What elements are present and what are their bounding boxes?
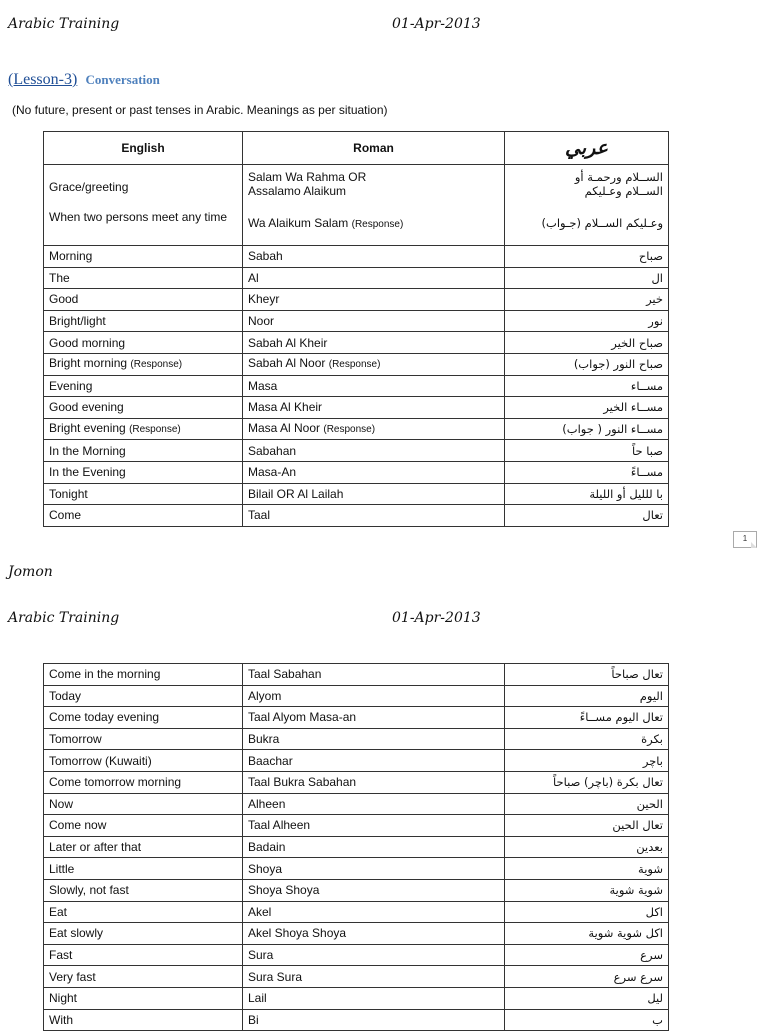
english-cell-text: Come tomorrow morning (49, 775, 182, 790)
roman-cell-text: Lail (248, 991, 267, 1006)
roman-cell-text: Baachar (248, 753, 293, 768)
roman-cell (243, 483, 505, 505)
english-cell-text: Come in the morning (49, 667, 161, 682)
arabic-cell-text: شوية (638, 861, 663, 876)
arabic-cell (505, 440, 669, 462)
arabic-cell-text: تعال اليوم مســاءً (579, 710, 663, 725)
roman-cell (243, 246, 505, 268)
english-cell (44, 707, 243, 729)
roman-cell-text: Masa Al Noor (248, 421, 321, 436)
english-cell-text: Bright/light (49, 314, 106, 329)
table-row (44, 375, 669, 397)
arabic-cell (505, 461, 669, 483)
arabic-cell-text: مســاء الخير (603, 400, 663, 415)
arabic-cell-text: ب (652, 1012, 663, 1027)
arabic-cell-text: با للليل أو الليلة (589, 486, 663, 501)
arabic-cell (505, 664, 669, 686)
header-roman: Roman (243, 132, 505, 165)
roman-cell-text: Taal Bukra Sabahan (248, 775, 357, 790)
roman-cell-text: Alyom (248, 688, 282, 703)
table-row (44, 440, 669, 462)
english-cell (44, 246, 243, 268)
arabic-cell-text: سرع (640, 948, 663, 963)
roman-cell-text: Taal Alheen (248, 818, 311, 833)
greeting-english-2: When two persons meet any time (49, 210, 228, 224)
roman-cell-text: Sura Sura (248, 969, 303, 984)
english-cell (44, 461, 243, 483)
arabic-cell (505, 685, 669, 707)
english-cell-text: The (49, 270, 70, 285)
table-header-row (44, 132, 669, 165)
roman-cell (243, 901, 505, 923)
vocab-table-2 (43, 663, 669, 1031)
roman-cell-text: Alheen (248, 796, 286, 811)
roman-cell (243, 685, 505, 707)
table-row (44, 418, 669, 440)
english-cell (44, 901, 243, 923)
greeting-roman-3 (248, 216, 499, 232)
roman-cell-text: Noor (248, 314, 275, 329)
roman-cell (243, 1009, 505, 1031)
english-cell-text: In the Morning (49, 443, 126, 458)
roman-cell-text: Badain (248, 840, 286, 855)
arabic-cell (505, 815, 669, 837)
english-cell-text: Bright morning (49, 356, 128, 371)
lesson-subtitle: Conversation (85, 72, 160, 87)
table-row (44, 289, 669, 311)
greeting-roman-3-note: (Response) (351, 219, 404, 230)
arabic-cell-text: اليوم (639, 688, 663, 703)
english-cell (44, 267, 243, 289)
arabic-cell-text: اكل شوية شوية (588, 926, 663, 941)
table-row (44, 332, 669, 354)
arabic-cell (505, 793, 669, 815)
arabic-cell-text: مســاء (630, 378, 663, 393)
english-cell-text: Come (49, 508, 82, 523)
arabic-cell (505, 353, 669, 375)
greeting-arabic-cell (505, 165, 669, 246)
roman-cell-text: Al (248, 270, 259, 285)
english-cell (44, 728, 243, 750)
table-row (44, 966, 669, 988)
arabic-cell (505, 1009, 669, 1031)
english-cell-text: Come today evening (49, 710, 160, 725)
roman-cell-note: (Response) (328, 359, 381, 371)
arabic-cell-text: مســاء النور ( جواب) (562, 422, 663, 437)
arabic-cell-text: تعال صباحاً (611, 667, 663, 682)
roman-cell (243, 310, 505, 332)
arabic-cell (505, 418, 669, 440)
english-cell-text: Bright evening (49, 421, 126, 436)
english-cell (44, 858, 243, 880)
arabic-cell-text: صباح النور (جواب) (573, 357, 663, 372)
roman-cell-text: Masa (248, 378, 278, 393)
arabic-cell-text: خير (646, 292, 663, 307)
arabic-cell (505, 966, 669, 988)
english-cell (44, 793, 243, 815)
english-cell (44, 771, 243, 793)
arabic-cell (505, 310, 669, 332)
english-cell-text: With (49, 1012, 73, 1027)
table-row (44, 728, 669, 750)
lesson-heading (8, 71, 160, 89)
english-cell-text: Very fast (49, 969, 96, 984)
roman-cell (243, 707, 505, 729)
roman-cell (243, 461, 505, 483)
arabic-cell-text: تعال بكرة (باچر) صباحاً (553, 775, 663, 790)
roman-cell (243, 267, 505, 289)
roman-cell-text: Bilail OR Al Lailah (248, 486, 344, 501)
roman-cell-text: Bukra (248, 732, 280, 747)
arabic-cell-text: بكرة (641, 732, 663, 747)
english-cell-text: Slowly, not fast (49, 883, 129, 898)
roman-cell-text: Sabah Al Noor (248, 356, 326, 371)
roman-cell (243, 815, 505, 837)
roman-cell (243, 944, 505, 966)
english-cell-text: Good morning (49, 335, 126, 350)
arabic-cell-text: نور (648, 314, 663, 329)
arabic-cell-text: اكل (645, 904, 663, 919)
arabic-cell-text: صباح الخير (611, 335, 663, 350)
roman-cell-note: (Response) (323, 424, 376, 436)
table-row (44, 836, 669, 858)
roman-cell-text: Masa-An (248, 465, 297, 480)
greeting-roman-3-text: Wa Alaikum Salam (248, 216, 349, 230)
english-cell (44, 353, 243, 375)
english-cell (44, 332, 243, 354)
roman-cell (243, 966, 505, 988)
english-cell (44, 483, 243, 505)
arabic-cell (505, 246, 669, 268)
table-row (44, 793, 669, 815)
arabic-cell-text: صبا حاً (631, 443, 663, 458)
english-cell (44, 505, 243, 527)
english-cell-text: Tonight (49, 486, 88, 501)
english-cell (44, 418, 243, 440)
english-cell-text: Tomorrow (Kuwaiti) (49, 753, 152, 768)
table-row (44, 685, 669, 707)
page-header-date: 01-Apr-2013 (392, 16, 481, 32)
arabic-cell (505, 397, 669, 419)
arabic-cell-text: ليل (647, 991, 663, 1006)
roman-cell-text: Sabahan (248, 443, 297, 458)
roman-cell-text: Kheyr (248, 292, 280, 307)
arabic-cell (505, 707, 669, 729)
arabic-cell-text: تعال (642, 508, 663, 523)
english-cell (44, 289, 243, 311)
page-header-date-2: 01-Apr-2013 (392, 610, 481, 626)
roman-cell (243, 923, 505, 945)
roman-cell-text: Sabah Al Kheir (248, 335, 328, 350)
english-cell (44, 664, 243, 686)
english-cell-note: (Response) (129, 424, 181, 436)
english-cell (44, 685, 243, 707)
roman-cell-text: Sabah (248, 249, 283, 264)
arabic-cell (505, 944, 669, 966)
arabic-cell-text: صباح (638, 249, 663, 264)
arabic-cell (505, 728, 669, 750)
table-row (44, 483, 669, 505)
arabic-cell (505, 836, 669, 858)
arabic-cell (505, 879, 669, 901)
english-cell-note: (Response) (130, 359, 183, 371)
table-row (44, 815, 669, 837)
table-row (44, 879, 669, 901)
roman-cell (243, 858, 505, 880)
english-cell (44, 750, 243, 772)
roman-cell (243, 836, 505, 858)
english-cell (44, 836, 243, 858)
roman-cell (243, 728, 505, 750)
roman-cell-text: Akel Shoya Shoya (248, 926, 347, 941)
greeting-roman-1: Salam Wa Rahma OR (248, 170, 367, 184)
roman-cell-text: Akel (248, 904, 272, 919)
table-row (44, 707, 669, 729)
arabic-cell (505, 332, 669, 354)
arabic-cell-text: الحين (636, 796, 663, 811)
table-row (44, 944, 669, 966)
arabic-cell-text: باچر (642, 753, 663, 768)
table-row (44, 771, 669, 793)
english-cell (44, 944, 243, 966)
english-cell (44, 966, 243, 988)
arabic-cell (505, 750, 669, 772)
table-row (44, 461, 669, 483)
arabic-cell-text: تعال الحين (612, 818, 663, 833)
table-row (44, 505, 669, 527)
roman-cell (243, 353, 505, 375)
english-cell-text: Now (49, 796, 74, 811)
roman-cell-text: Bi (248, 1012, 259, 1027)
roman-cell (243, 440, 505, 462)
greeting-english-cell (44, 165, 243, 246)
arabic-cell-text: مســاءً (630, 465, 663, 480)
english-cell-text: Good evening (49, 400, 124, 415)
page-header-title-2: Arabic Training (8, 610, 120, 626)
arabic-cell (505, 858, 669, 880)
arabic-cell (505, 483, 669, 505)
table-row (44, 750, 669, 772)
page-number-marker: 1 (733, 531, 757, 548)
roman-cell-text: Shoya Shoya (248, 883, 320, 898)
english-cell-text: Evening (49, 378, 93, 393)
table-row (44, 664, 669, 686)
roman-cell (243, 332, 505, 354)
english-cell (44, 440, 243, 462)
table-row (44, 267, 669, 289)
english-cell-text: Eat (49, 904, 68, 919)
footer-author: Jomon (8, 564, 53, 580)
english-cell (44, 987, 243, 1009)
arabic-cell (505, 987, 669, 1009)
table-row (44, 310, 669, 332)
english-cell (44, 879, 243, 901)
arabic-cell (505, 267, 669, 289)
table-row-greeting (44, 165, 669, 246)
english-cell-text: Little (49, 861, 75, 876)
table-row (44, 987, 669, 1009)
roman-cell (243, 397, 505, 419)
english-cell-text: In the Evening (49, 465, 126, 480)
greeting-roman-cell (243, 165, 505, 246)
arabic-cell-text: بعدين (636, 840, 663, 855)
english-cell (44, 397, 243, 419)
arabic-cell (505, 289, 669, 311)
english-cell (44, 375, 243, 397)
roman-cell-text: Masa Al Kheir (248, 400, 323, 415)
roman-cell (243, 505, 505, 527)
roman-cell-text: Taal (248, 508, 271, 523)
roman-cell (243, 771, 505, 793)
roman-cell (243, 750, 505, 772)
greeting-english-1: Grace/greeting (49, 180, 129, 194)
page-header-title: Arabic Training (8, 16, 120, 32)
english-cell-text: Morning (49, 249, 93, 264)
english-cell-text: Night (49, 991, 78, 1006)
english-cell-text: Eat slowly (49, 926, 104, 941)
vocab-table-1 (43, 131, 669, 527)
table-row (44, 353, 669, 375)
arabic-cell (505, 505, 669, 527)
header-english: English (44, 132, 243, 165)
english-cell (44, 923, 243, 945)
roman-cell-text: Sura (248, 948, 274, 963)
roman-cell (243, 987, 505, 1009)
roman-cell (243, 375, 505, 397)
english-cell-text: Come now (49, 818, 107, 833)
greeting-arabic-2: الســلام وعـليكم (584, 184, 663, 198)
greeting-roman-2: Assalamo Alaikum (248, 184, 347, 198)
arabic-cell (505, 901, 669, 923)
roman-cell (243, 879, 505, 901)
arabic-cell-text: شوية شوية (609, 883, 663, 898)
arabic-cell (505, 771, 669, 793)
roman-cell (243, 664, 505, 686)
table-row (44, 1009, 669, 1031)
table-row (44, 901, 669, 923)
roman-cell-text: Taal Sabahan (248, 667, 322, 682)
greeting-arabic-1: الســلام ورحمـة أو (574, 170, 663, 184)
table-row (44, 397, 669, 419)
table-row (44, 923, 669, 945)
arabic-cell-text: سرع سرع (613, 969, 663, 984)
header-arabic: عربي (505, 132, 669, 165)
roman-cell (243, 793, 505, 815)
english-cell-text: Good (49, 292, 79, 307)
greeting-arabic-3: وعـليكم الســلام (جـواب) (541, 216, 663, 230)
english-cell-text: Today (49, 688, 82, 703)
english-cell (44, 310, 243, 332)
arabic-cell-text: ال (651, 270, 663, 285)
roman-cell-text: Taal Alyom Masa-an (248, 710, 357, 725)
lesson-label[interactable]: (Lesson-3) (8, 71, 78, 88)
english-cell-text: Fast (49, 948, 73, 963)
english-cell-text: Tomorrow (49, 732, 102, 747)
roman-cell-text: Shoya (248, 861, 283, 876)
table-row (44, 246, 669, 268)
english-cell (44, 815, 243, 837)
arabic-cell (505, 923, 669, 945)
roman-cell (243, 289, 505, 311)
arabic-cell (505, 375, 669, 397)
english-cell (44, 1009, 243, 1031)
roman-cell (243, 418, 505, 440)
tense-note: (No future, present or past tenses in Arabic. Meanings as per situation) (12, 103, 388, 117)
table-row (44, 858, 669, 880)
english-cell-text: Later or after that (49, 840, 142, 855)
